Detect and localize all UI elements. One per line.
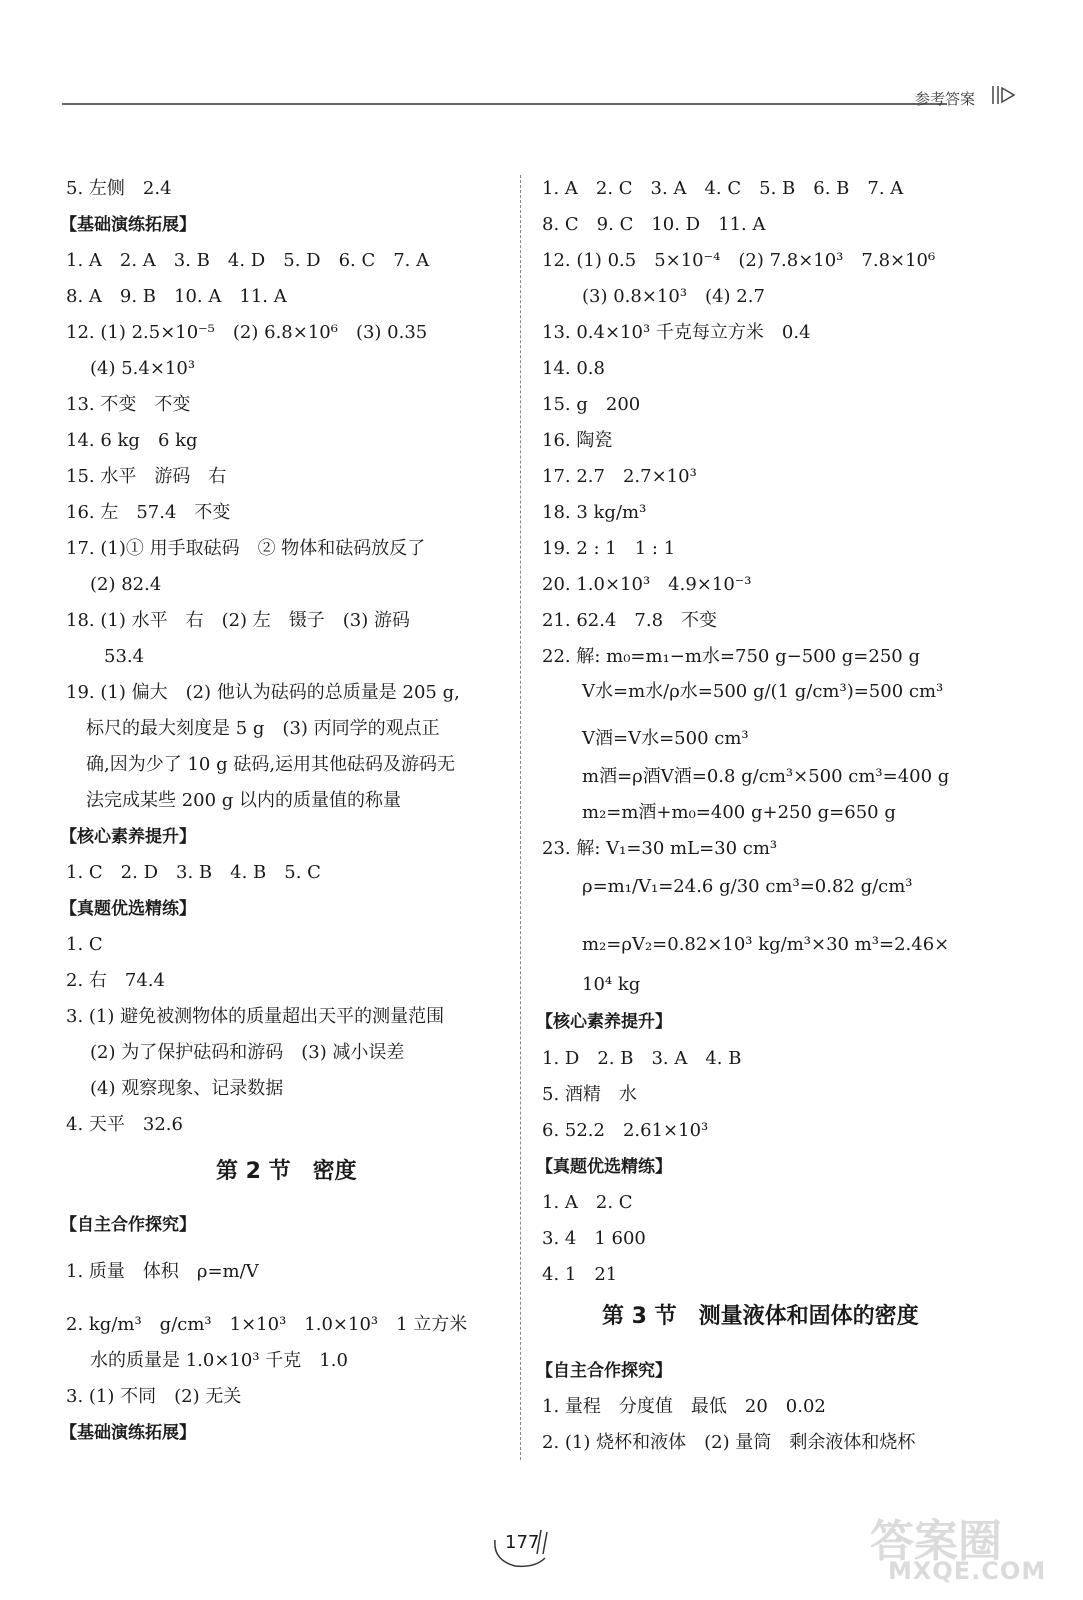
answer-line: 2. (1) 烧杯和液体 (2) 量筒 剩余液体和烧杯 — [542, 1432, 916, 1453]
answer-line: V水=m水/ρ水=500 g/(1 g/cm³)=500 cm³ — [582, 681, 944, 702]
answer-line: m酒=ρ酒V酒=0.8 g/cm³×500 cm³=400 g — [582, 766, 950, 787]
answer-line: 1. 量程 分度值 最低 20 0.02 — [542, 1396, 826, 1417]
answer-line: (4) 5.4×10³ — [90, 358, 196, 379]
answer-line: 22. 解: m₀=m₁−m水=750 g−500 g=250 g — [542, 646, 920, 667]
section-header: 【自主合作探究】 — [60, 1215, 196, 1235]
answer-line: 1. A 2. A 3. B 4. D 5. D 6. C 7. A — [66, 250, 430, 271]
answer-line: 1. C 2. D 3. B 4. B 5. C — [66, 862, 321, 883]
answer-line: 8. A 9. B 10. A 11. A — [66, 286, 287, 307]
answer-line: 17. 2.7 2.7×10³ — [542, 466, 697, 487]
answer-line: 确,因为少了 10 g 砝码,运用其他砝码及游码无 — [86, 754, 456, 775]
answer-line: 标尺的最大刻度是 5 g (3) 丙同学的观点正 — [86, 718, 440, 739]
chapter-heading: 第 3 节 测量液体和固体的密度 — [602, 1304, 919, 1329]
watermark — [870, 1505, 1070, 1595]
answer-line: 19. 2 : 1 1 : 1 — [542, 538, 676, 559]
answer-line: 1. A 2. C 3. A 4. C 5. B 6. B 7. A — [542, 178, 904, 199]
section-header: 【自主合作探究】 — [536, 1361, 672, 1381]
answer-line: 3. (1) 不同 (2) 无关 — [66, 1386, 242, 1407]
answer-line: 19. (1) 偏大 (2) 他认为砝码的总质量是 205 g, — [66, 682, 460, 703]
answer-line: 18. (1) 水平 右 (2) 左 镊子 (3) 游码 — [66, 610, 411, 631]
page-number: 177 — [505, 1532, 540, 1553]
answer-line: 2. kg/m³ g/cm³ 1×10³ 1.0×10³ 1 立方米 — [66, 1314, 468, 1335]
answer-line: V酒=V水=500 cm³ — [582, 728, 749, 749]
answer-line: 2. 右 74.4 — [66, 970, 165, 991]
answer-line: 16. 左 57.4 不变 — [66, 502, 231, 523]
answer-line: 14. 6 kg 6 kg — [66, 430, 198, 451]
answer-line: 12. (1) 0.5 5×10⁻⁴ (2) 7.8×10³ 7.8×10⁶ — [542, 250, 936, 271]
answer-line: 1. 质量 体积 ρ=m/V — [66, 1261, 259, 1282]
answer-line: m₂=ρV₂=0.82×10³ kg/m³×30 m³=2.46× — [582, 934, 950, 955]
answer-line: 10⁴ kg — [582, 974, 641, 995]
answer-line: 14. 0.8 — [542, 358, 605, 379]
header-arrow-icon — [990, 82, 1020, 108]
answer-line: 3. (1) 避免被测物体的质量超出天平的测量范围 — [66, 1006, 445, 1027]
section-header: 【真题优选精练】 — [60, 899, 196, 919]
answer-line: 5. 酒精 水 — [542, 1084, 637, 1105]
answer-line: 6. 52.2 2.61×10³ — [542, 1120, 709, 1141]
answer-line: 23. 解: V₁=30 mL=30 cm³ — [542, 838, 778, 859]
section-header: 【核心素养提升】 — [536, 1012, 672, 1032]
answer-line: 16. 陶瓷 — [542, 430, 613, 451]
answer-line: (2) 为了保护砝码和游码 (3) 减小误差 — [90, 1042, 405, 1063]
answer-line: 8. C 9. C 10. D 11. A — [542, 214, 766, 235]
answer-line: 17. (1)① 用手取砝码 ② 物体和砝码放反了 — [66, 538, 426, 559]
header-rule — [62, 103, 947, 105]
answer-line: 1. D 2. B 3. A 4. B — [542, 1048, 742, 1069]
answer-line: (3) 0.8×10³ (4) 2.7 — [582, 286, 765, 307]
watermark-text: 答案圈 — [870, 1516, 1002, 1567]
answer-line: 1. C — [66, 934, 103, 955]
section-header: 【真题优选精练】 — [536, 1157, 672, 1177]
answer-line: (2) 82.4 — [90, 574, 162, 595]
answer-line: m₂=m酒+m₀=400 g+250 g=650 g — [582, 802, 896, 823]
section-header: 【基础演练拓展】 — [60, 215, 196, 235]
answer-line: (4) 观察现象、记录数据 — [90, 1078, 284, 1099]
answer-line: 15. 水平 游码 右 — [66, 466, 227, 487]
answer-line: 3. 4 1 600 — [542, 1228, 646, 1249]
answer-line: 5. 左侧 2.4 — [66, 178, 172, 199]
section-header: 【基础演练拓展】 — [60, 1423, 196, 1443]
answer-line: 15. g 200 — [542, 394, 641, 415]
answer-line: 53.4 — [104, 646, 145, 667]
column-divider — [520, 175, 521, 1460]
answer-line: 20. 1.0×10³ 4.9×10⁻³ — [542, 574, 752, 595]
watermark-url: MXQE.COM — [888, 1557, 1047, 1585]
chapter-heading: 第 2 节 密度 — [216, 1159, 357, 1184]
answer-line: 18. 3 kg/m³ — [542, 502, 647, 523]
answer-line: 13. 不变 不变 — [66, 394, 191, 415]
answer-line: 法完成某些 200 g 以内的质量值的称量 — [86, 790, 402, 811]
answer-line: 4. 天平 32.6 — [66, 1114, 183, 1135]
header-label: 参考答案 — [915, 90, 976, 108]
answer-line: 21. 62.4 7.8 不变 — [542, 610, 718, 631]
answer-line: 水的质量是 1.0×10³ 千克 1.0 — [90, 1350, 348, 1371]
answer-line: 4. 1 21 — [542, 1264, 618, 1285]
answer-line: 1. A 2. C — [542, 1192, 633, 1213]
section-header: 【核心素养提升】 — [60, 827, 196, 847]
answer-line: 13. 0.4×10³ 千克每立方米 0.4 — [542, 322, 811, 343]
answer-line: 12. (1) 2.5×10⁻⁵ (2) 6.8×10⁶ (3) 0.35 — [66, 322, 428, 343]
answer-line: ρ=m₁/V₁=24.6 g/30 cm³=0.82 g/cm³ — [582, 876, 913, 897]
